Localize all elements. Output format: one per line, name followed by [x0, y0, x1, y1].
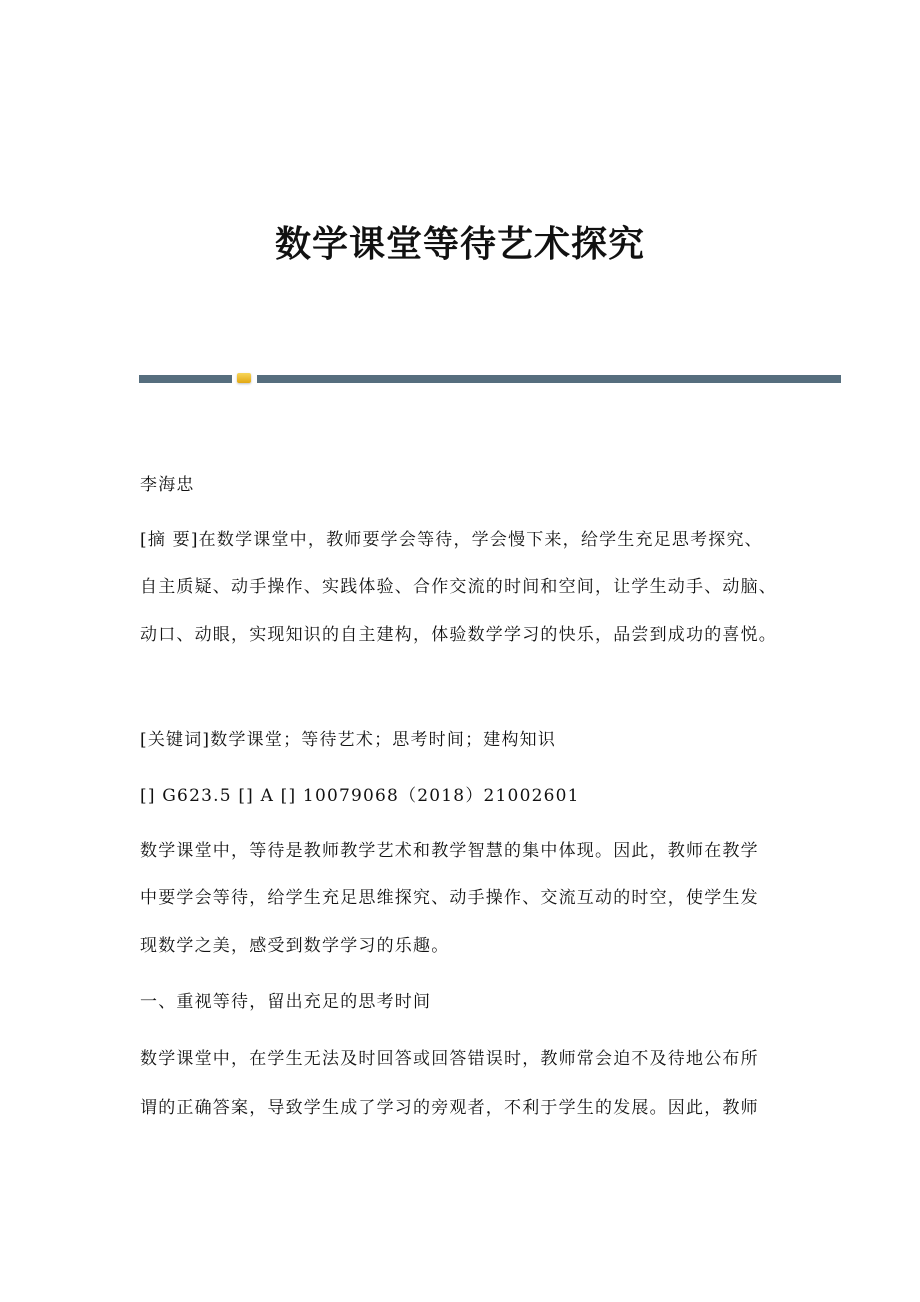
intro-line: 现数学之美，感受到数学学习的乐趣。 — [140, 936, 450, 956]
divider-ornament — [237, 373, 251, 383]
intro-line: 中要学会等待，给学生充足思维探究、动手操作、交流互动的时空，使学生发 — [140, 888, 759, 908]
classification: [] G623.5 [] A [] 10079068（2018）21002601 — [140, 786, 580, 806]
author: 李海忠 — [140, 475, 195, 495]
abstract-line: 动口、动眼，实现知识的自主建构，体验数学学习的快乐，品尝到成功的喜悦。 — [140, 625, 777, 645]
title-divider-right — [257, 375, 841, 383]
keywords: [关键词]数学课堂；等待艺术；思考时间；建构知识 — [140, 730, 557, 750]
body-line: 数学课堂中，在学生无法及时回答或回答错误时，教师常会迫不及待地公布所 — [140, 1049, 759, 1069]
body-line: 谓的正确答案，导致学生成了学习的旁观者，不利于学生的发展。因此，教师 — [140, 1098, 759, 1118]
abstract-line: 自主质疑、动手操作、实践体验、合作交流的时间和空间，让学生动手、动脑、 — [140, 577, 777, 597]
intro-line: 数学课堂中，等待是教师教学艺术和教学智慧的集中体现。因此，教师在教学 — [140, 841, 759, 861]
title-divider-left — [139, 375, 232, 383]
document-title: 数学课堂等待艺术探究 — [274, 223, 645, 265]
abstract-line: [摘 要]在数学课堂中，教师要学会等待，学会慢下来，给学生充足思考探究、 — [140, 530, 763, 550]
section-heading: 一、重视等待，留出充足的思考时间 — [140, 992, 432, 1012]
